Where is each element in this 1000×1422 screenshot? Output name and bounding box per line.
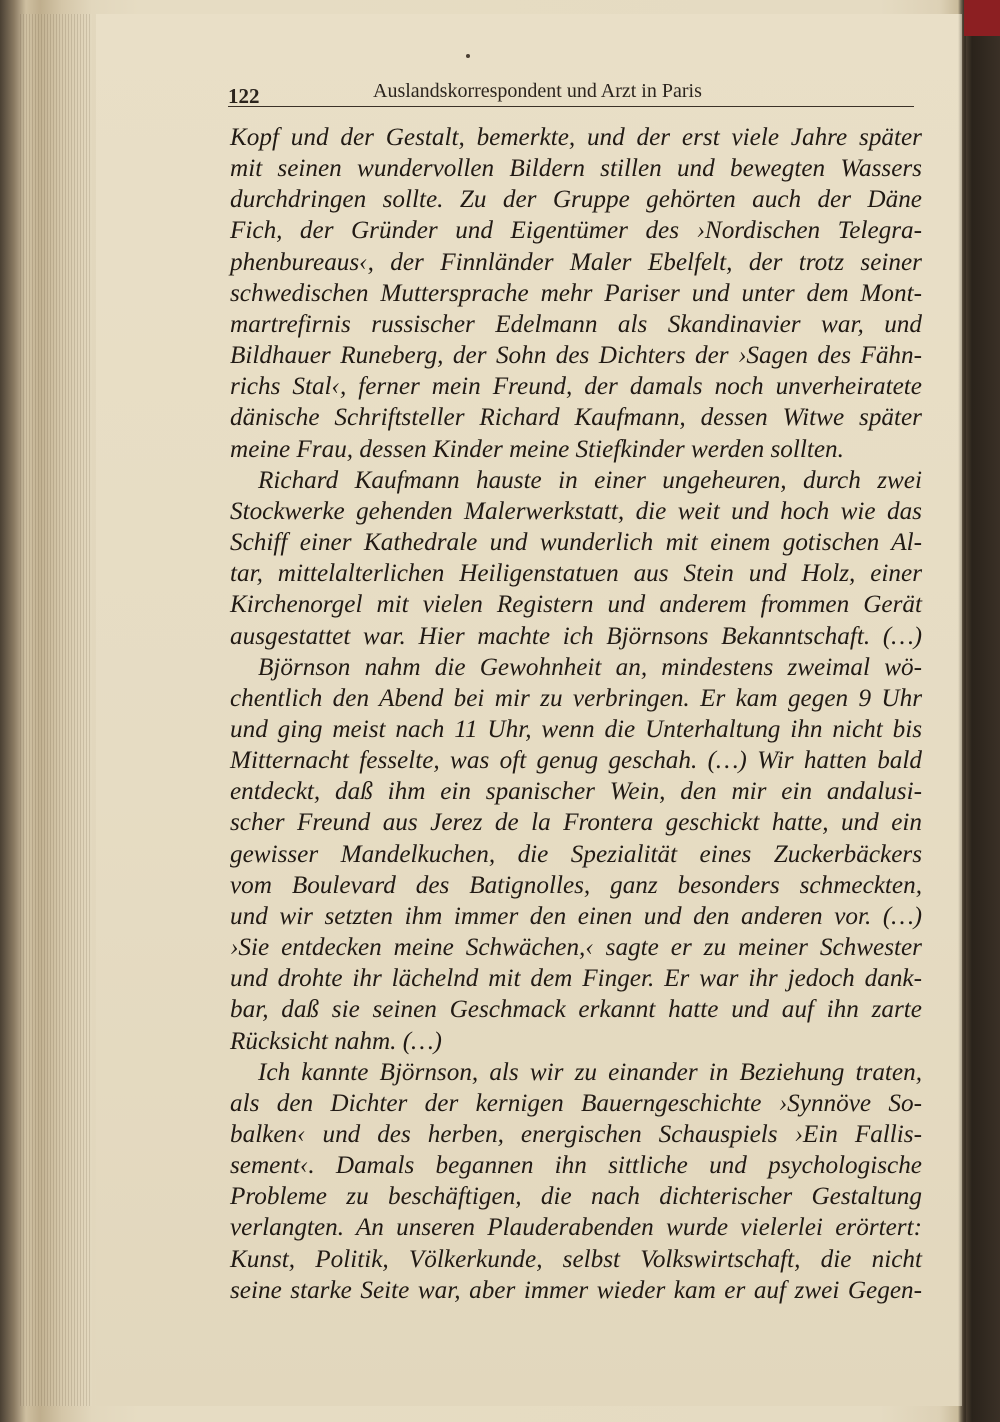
text-line: Schiff einer Kathedrale und wunderlich mit einem gotischen Al- — [230, 529, 922, 557]
text-line: entdeckt, daß ihm ein spanischer Wein, den mir ein andalusi- — [230, 778, 922, 806]
text-line: sement‹. Damals begannen ihn sittliche und psychologische — [230, 1152, 922, 1180]
text-line: vom Boulevard des Batignolles, ganz besonders schmeckten, — [230, 871, 922, 899]
spine-shadow — [958, 0, 966, 1422]
text-line: tar, mittelalterlichen Heiligenstatuen aus Stein und Holz, einer — [230, 560, 922, 588]
text-line: mit seinen wundervollen Bildern stillen und bewegten Wassers — [230, 155, 922, 183]
text-line: bar, daß sie seinen Geschmack erkannt hatte und auf ihn zarte — [230, 996, 922, 1024]
text-line: ›Sie entdecken meine Schwächen,‹ sagte er zu meiner Schwester — [230, 934, 922, 962]
text-line: richs Stal‹, ferner mein Freund, der damals noch unverheiratete — [230, 373, 922, 401]
text-line: Probleme zu beschäftigen, die nach dichterischer Gestaltung — [230, 1183, 922, 1211]
text-line: meine Frau, dessen Kinder meine Stiefkinder werden sollten. — [230, 435, 844, 463]
running-head — [228, 76, 914, 107]
chapter-title: Auslandskorrespondent und Arzt in Paris — [373, 80, 702, 102]
text-line: verlangten. An unseren Plauderabenden wurde vielerlei erörtert: — [230, 1214, 922, 1242]
text-line: Mitternacht fesselte, was oft genug geschah. (…) Wir hatten bald — [230, 747, 922, 775]
text-line: martrefirnis russischer Edelmann als Skandinavier war, und — [230, 310, 922, 338]
text-line: und drohte ihr lächelnd mit dem Finger. Er war ihr jedoch dank- — [230, 965, 922, 993]
speck-mark — [466, 54, 470, 58]
text-line: Fich, der Gründer und Eigentümer des ›Nordischen Telegra- — [230, 217, 922, 245]
text-line: und ging meist nach 11 Uhr, wenn die Unterhaltung ihn nicht bis — [230, 715, 922, 743]
text-line: Stockwerke gehenden Malerwerkstatt, die weit und hoch wie das — [230, 497, 922, 525]
page-edges — [20, 14, 92, 1406]
text-line: durchdringen sollte. Zu der Gruppe gehörten auch der Däne — [230, 186, 922, 214]
text-line: Kunst, Politik, Völkerkunde, selbst Volkswirtschaft, die nicht — [230, 1245, 922, 1273]
text-line: phenbureaus‹, der Finnländer Maler Ebelfelt, der trotz seiner — [230, 248, 922, 276]
page-number: 122 — [228, 84, 260, 108]
text-line: als den Dichter der kernigen Bauerngeschichte ›Synnöve So- — [230, 1089, 922, 1117]
text-line: dänische Schriftsteller Richard Kaufmann, dessen Witwe später — [230, 404, 922, 432]
text-line: Ich kannte Björnson, als wir zu einander in Beziehung traten, — [258, 1058, 922, 1086]
text-line: Kopf und der Gestalt, bemerkte, und der erst viele Jahre später — [230, 124, 922, 151]
bookmark-band — [964, 0, 1000, 36]
text-line: Björnson nahm die Gewohnheit an, mindestens zweimal wö- — [258, 653, 922, 681]
text-line: ausgestattet war. Hier machte ich Björnsons Bekanntschaft. (…) — [230, 622, 922, 650]
text-line: scher Freund aus Jerez de la Frontera geschickt hatte, und ein — [230, 809, 922, 837]
text-line: Kirchenorgel mit vielen Registern und anderem frommen Gerät — [230, 591, 922, 619]
text-line: und wir setzten ihm immer den einen und den anderen vor. (…) — [230, 902, 922, 930]
text-line: gewisser Mandelkuchen, die Spezialität eines Zuckerbäckers — [230, 840, 922, 868]
text-line: schwedischen Muttersprache mehr Pariser und unter dem Mont- — [230, 279, 922, 307]
text-line: Rücksicht nahm. (…) — [230, 1027, 442, 1055]
text-line: Bildhauer Runeberg, der Sohn des Dichters der ›Sagen des Fähn- — [230, 342, 922, 370]
text-line: seine starke Seite war, aber immer wieder kam er auf zwei Gegen- — [230, 1276, 922, 1304]
body-text — [230, 122, 922, 1306]
text-line: balken‹ und des herben, energischen Schauspiels ›Ein Fallis- — [230, 1121, 922, 1148]
text-line: Richard Kaufmann hauste in einer ungeheuren, durch zwei — [258, 466, 922, 494]
text-line: chentlich den Abend bei mir zu verbringen. Er kam gegen 9 Uhr — [230, 684, 922, 712]
